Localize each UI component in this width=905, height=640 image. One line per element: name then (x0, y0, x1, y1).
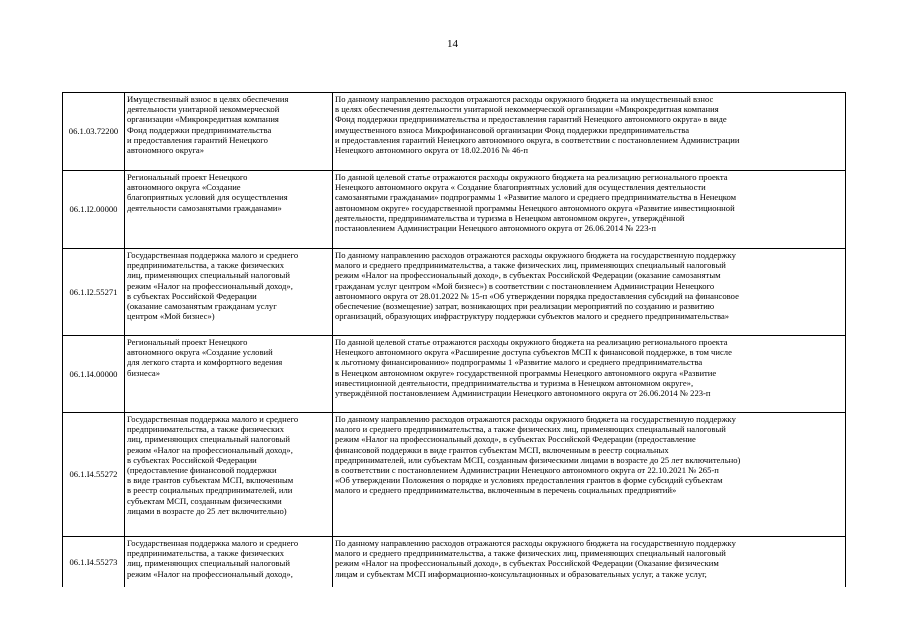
table-row (63, 537, 846, 587)
target-code-cell (63, 249, 125, 336)
table-row (63, 336, 846, 413)
target-code-cell (63, 413, 125, 537)
expense-description: По данному направлению расходов отражаются расходы окружного бюджета на государственную поддержку малого и среднего предпринимательства, а также физических лиц, применяющих специальный налоговый режим «Налог на профессиональный доход», в субъектах Российской Федерации (предоставление финансовой поддержки в виде грантов субъектам МСП, включенным в реестр социальных предпринимателей, или субъектам МСП, созданным физическими лицами в возрасте до 25 лет включительно) в соответствии с постановлением Администрации Ненецкого автономного округа от 22.10.2021 № 265-п «Об утверждении Положения о порядке и условиях предоставления грантов в форме субсидий субъектам малого и среднего предпринимательства, включенным в перечень социальных предприятий» (335, 414, 741, 496)
expense-description: По данному направлению расходов отражаются расходы окружного бюджета на государственную поддержку малого и среднего предпринимательства, а также физических лиц, применяющих специальный налоговый режим «Налог на профессиональный доход», в субъектах Российской Федерации (оказание самозанятым гражданам услуг центром «Мой бизнес») в соответствии с постановлением Администрации Ненецкого автономного округа от 28.01.2022 № 15-п «Об утверждении порядка предоставления субсидий на финансовое обеспечение (возмещение) затрат, возникающих при реализации мероприятий по созданию и развитию организаций, образующих инфраструктуру поддержки субъектов малого и среднего предпринимательства» (335, 250, 739, 322)
name-cell (125, 413, 333, 537)
expense-name: Региональный проект Ненецкого автономного округа «Создание условий для легкого старта и комфортного ведения бизнеса» (127, 337, 283, 378)
expense-description: По данной целевой статье отражаются расходы окружного бюджета на реализацию регионального проекта Ненецкого автономного округа «Расширение доступа субъектов МСП к финансовой поддержке, в том числе к льготному финансированию» подпрограммы 1 «Развитие малого и среднего предпринимательства в Ненецком автономном округе» государственной программы Ненецкого автономного округа «Развитие инвестиционной деятельности, предпринимательства и туризма в Ненецком автономном округе», утверждённой постановлением Администрации Ненецкого автономного округа от 26.06.2014 № 223-п (335, 337, 732, 399)
description-cell (333, 336, 846, 413)
expense-description: По данному направлению расходов отражаются расходы окружного бюджета на имущественный взнос в целях обеспечения деятельности унитарной некоммерческой организации «Микрокредитная компания Фонд поддержки предпринимательства и предоставления гарантий Ненецкого автономного округа» в виде имущественного взноса Микрофинансовой организации Фонд поддержки предпринимательства и предоставления гарантий Ненецкого автономного округа, в соответствии с постановлением Администрации Ненецкого автономного округа от 18.02.2016 № 46-п (335, 94, 740, 156)
name-cell (125, 93, 333, 171)
table-row (63, 93, 846, 171)
budget-classification-table (62, 92, 846, 587)
target-code: 06.1.I2.55271 (69, 286, 118, 297)
description-cell (333, 171, 846, 249)
target-code: 06.1.I4.55272 (69, 469, 118, 480)
expense-description: По данной целевой статье отражаются расходы окружного бюджета на реализацию регионального проекта Ненецкого автономного округа « Создание благоприятных условий для осуществления деятельности самозанятыми гражданами» подпрограммы 1 «Развитие малого и среднего предпринимательства в Ненецком автономном округе» государственной программы Ненецкого автономного округа «Развитие инвестиционной деятельности, предпринимательства и туризма в Ненецком автономном округе», утверждённой постановлением Администрации Ненецкого автономного округа от 26.06.2014 № 223-п (335, 172, 737, 234)
description-cell (333, 93, 846, 171)
name-cell (125, 537, 333, 587)
description-cell (333, 537, 846, 587)
target-code-cell (63, 336, 125, 413)
name-cell (125, 249, 333, 336)
target-code-cell (63, 171, 125, 249)
target-code: 06.1.I4.00000 (69, 368, 118, 379)
expense-name: Государственная поддержка малого и среднего предпринимательства, а также физических лиц, применяющих специальный налоговый режим «Налог на профессиональный доход», (127, 538, 299, 579)
expense-name: Региональный проект Ненецкого автономного округа «Создание благоприятных условий для осуществления деятельности самозанятыми гражданами» (127, 172, 288, 213)
target-code: 06.1.03.72200 (68, 126, 119, 137)
table-row (63, 171, 846, 249)
table-row (63, 249, 846, 336)
target-code-cell (63, 93, 125, 171)
page-number: 14 (447, 38, 458, 50)
expense-description: По данному направлению расходов отражаются расходы окружного бюджета на государственную поддержку малого и среднего предпринимательства, а также физических лиц, применяющих специальный налоговый режим «Налог на профессиональный доход», в субъектах Российской Федерации (Оказание физическим лицам и субъектам МСП информационно-консультационных и образовательных услуг, а также услуг, (335, 538, 736, 579)
name-cell (125, 336, 333, 413)
expense-name: Имущественный взнос в целях обеспечения деятельности унитарной некоммерческой организации «Микрокредитная компания Фонд поддержки предпринимательства и предоставления гарантий Ненецкого автономного округа» (127, 94, 289, 156)
target-code-cell (63, 537, 125, 587)
target-code: 06.1.I4.55273 (69, 556, 118, 567)
table-row (63, 413, 846, 537)
target-code: 06.1.I2.00000 (69, 204, 118, 215)
expense-name: Государственная поддержка малого и среднего предпринимательства, а также физических лиц, применяющих специальный налоговый режим «Налог на профессиональный доход», в субъектах Российской Федерации (предоставление финансовой поддержки в виде грантов субъектам МСП, включенным в реестр социальных предпринимателей, или субъектам МСП, созданным физическими лицами в возрасте до 25 лет включительно) (127, 414, 299, 516)
description-cell (333, 413, 846, 537)
name-cell (125, 171, 333, 249)
expense-name: Государственная поддержка малого и среднего предпринимательства, а также физических лиц, применяющих специальный налоговый режим «Налог на профессиональный доход», в субъектах Российской Федерации (оказание самозанятым гражданам услуг центром «Мой бизнес») (127, 250, 299, 322)
description-cell (333, 249, 846, 336)
